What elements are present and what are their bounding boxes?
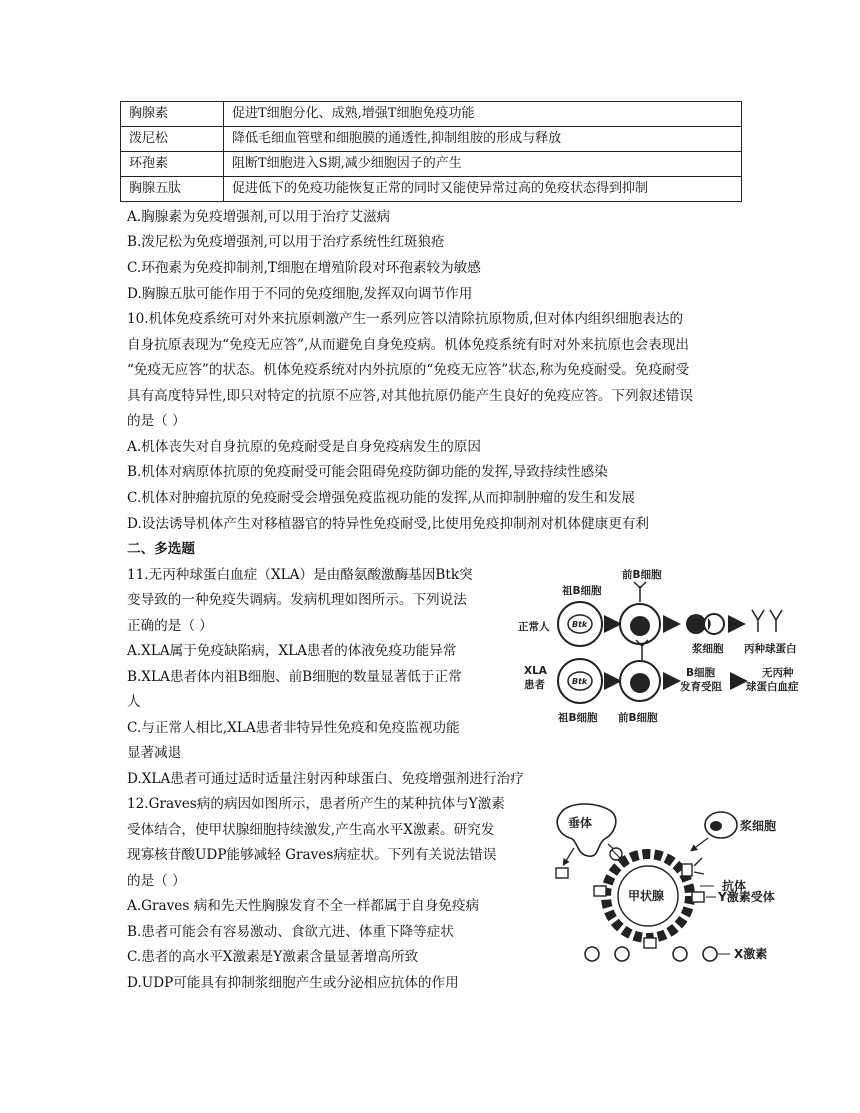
drug-name: 泼尼松 [121, 127, 224, 152]
thyroid-label: 甲状腺 [628, 889, 665, 903]
agamma-label-1: 无丙种 [762, 667, 794, 679]
drug-effect: 促进T细胞分化、成熟,增强T细胞免疫功能 [224, 102, 742, 127]
q11-line: 11.无丙种球蛋白血症（XLA）是由酪氨酸激酶基因Btk突 [127, 567, 473, 583]
table-row [121, 127, 742, 152]
q9-option-d: D.胸腺五肽可能作用于不同的免疫细胞,发挥双向调节作用 [127, 286, 473, 302]
q11-option-b: B.XLA患者体内祖B细胞、前B细胞的数量显著低于正常 [127, 669, 462, 685]
q9-option-c: C.环孢素为免疫抑制剂,T细胞在增殖阶段对环孢素较为敏感 [127, 260, 481, 276]
pro-b-label-top: 祖B细胞 [562, 585, 602, 597]
btk-gene-label: Btk [572, 620, 588, 629]
normal-label: 正常人 [518, 621, 550, 633]
xla-mechanism-figure [510, 566, 815, 726]
q12-option-b: B.患者可能会有容易激动、食欲亢进、体重下降等症状 [127, 924, 454, 940]
q12-line: 12.Graves病的病因如图所示，患者所产生的某种抗体与Y激素 [127, 796, 505, 812]
q11-option-c: C.与正常人相比,XLA患者非特异性免疫和免疫监视功能 [127, 720, 460, 736]
dev-blocked-label: 发育受阻 [680, 681, 722, 693]
q11-option-c-cont: 显著减退 [127, 745, 182, 761]
drug-table [120, 101, 742, 202]
q12-line: 受体结合，使甲状腺细胞持续激发,产生高水平X激素。研究发 [127, 822, 495, 838]
q10-stem-line: 10.机体免疫系统可对外来抗原刺激产生一系列应答以清除抗原物质,但对体内组织细胞表达的 [127, 311, 684, 327]
q10-stem-line: 的是（ ） [127, 413, 186, 429]
q12-option-c: C.患者的高水平X激素是Y激素含量显著增高所致 [127, 949, 419, 965]
agamma-label-2: 球蛋白血症 [746, 681, 799, 693]
q10-stem-line: 自身抗原表现为“免疫无应答”,从而避免自身免疫病。机体免疫系统有时对外来抗原也会表现出 [127, 337, 689, 353]
drug-effect: 降低毛细血管壁和细胞膜的通透性,抑制组胺的形成与释放 [224, 127, 742, 152]
xla-patient-label: 患者 [524, 679, 545, 691]
q11-line: 变导致的一种免疫失调病。发病机理如图所示。下列说法 [127, 592, 467, 608]
graves-mechanism-figure [548, 800, 798, 970]
drug-effect: 促进低下的免疫功能恢复正常的同时又能使异常过高的免疫状态得到抑制 [224, 177, 742, 202]
q10-option-a: A.机体丧失对自身抗原的免疫耐受是自身免疫病发生的原因 [127, 439, 481, 455]
q12-option-a: A.Graves 病和先天性胸腺发育不全一样都属于自身免疫病 [127, 898, 480, 914]
pituitary-label: 垂体 [568, 816, 593, 830]
q11-line: 正确的是（ ） [127, 618, 213, 634]
plasma-cell-label: 浆细胞 [740, 819, 777, 833]
q10-option-c: C.机体对肿瘤抗原的免疫耐受会增强免疫监视功能的发挥,从而抑制肿瘤的发生和发展 [127, 490, 635, 506]
q12-option-d: D.UDP可能具有抑制浆细胞产生或分泌相应抗体的作用 [127, 975, 459, 991]
q9-option-b: B.泼尼松为免疫增强剂,可以用于治疗系统性红斑狼疮 [127, 234, 445, 250]
drug-name: 胸腺五肽 [121, 177, 224, 202]
drug-name: 胸腺素 [121, 102, 224, 127]
q12-line: 现寡核苷酸UDP能够减轻 Graves病症状。下列有关说法错误 [127, 847, 497, 863]
drug-effect: 阻断T细胞进入S期,减少细胞因子的产生 [224, 152, 742, 177]
gamma-globulin-label: 丙种球蛋白 [744, 643, 797, 655]
q10-option-d: D.设法诱导机体产生对移植器官的特异性免疫耐受,比使用免疫抑制剂对机体健康更有利 [127, 516, 650, 532]
q12-line: 的是（ ） [127, 873, 186, 889]
table-row [121, 177, 742, 202]
plasma-label: 浆细胞 [692, 643, 724, 655]
q9-option-a: A.胸腺素为免疫增强剂,可以用于治疗艾滋病 [127, 209, 391, 225]
btk-gene-label: Btk [572, 677, 588, 686]
table-row [121, 152, 742, 177]
table-row [121, 102, 742, 127]
antibody-label: 抗体 [722, 879, 747, 893]
q10-option-b: B.机体对病原体抗原的免疫耐受可能会阻碍免疫防御功能的发挥,导致持续性感染 [127, 464, 608, 480]
q11-option-b-cont: 人 [127, 694, 141, 710]
section-title: 二、多选题 [127, 541, 195, 557]
pre-b-label-bottom: 前B细胞 [618, 712, 658, 724]
q10-stem-line: “免疫无应答”的状态。机体免疫系统对内外抗原的“免疫无应答”状态,称为免疫耐受。免疫耐受 [127, 362, 690, 378]
b-cell-label: B细胞 [686, 667, 716, 679]
pro-b-label-bottom: 祖B细胞 [558, 712, 598, 724]
drug-name: 环孢素 [121, 152, 224, 177]
pituitary-shape [557, 804, 616, 856]
y-receptor-label: Y激素受体 [718, 890, 775, 904]
q10-stem-line: 具有高度特异性,即只对特定的抗原不应答,对其他抗原仍能产生良好的免疫应答。下列叙述错误 [127, 388, 693, 404]
xla-label: XLA [524, 665, 547, 677]
pre-b-label-top: 前B细胞 [622, 569, 662, 581]
x-hormone-label: X激素 [734, 947, 768, 961]
q11-option-a: A.XLA属于免疫缺陷病，XLA患者的体液免疫功能异常 [127, 643, 457, 659]
q11-option-d: D.XLA患者可通过适时适量注射丙种球蛋白、免疫增强剂进行治疗 [127, 771, 524, 787]
